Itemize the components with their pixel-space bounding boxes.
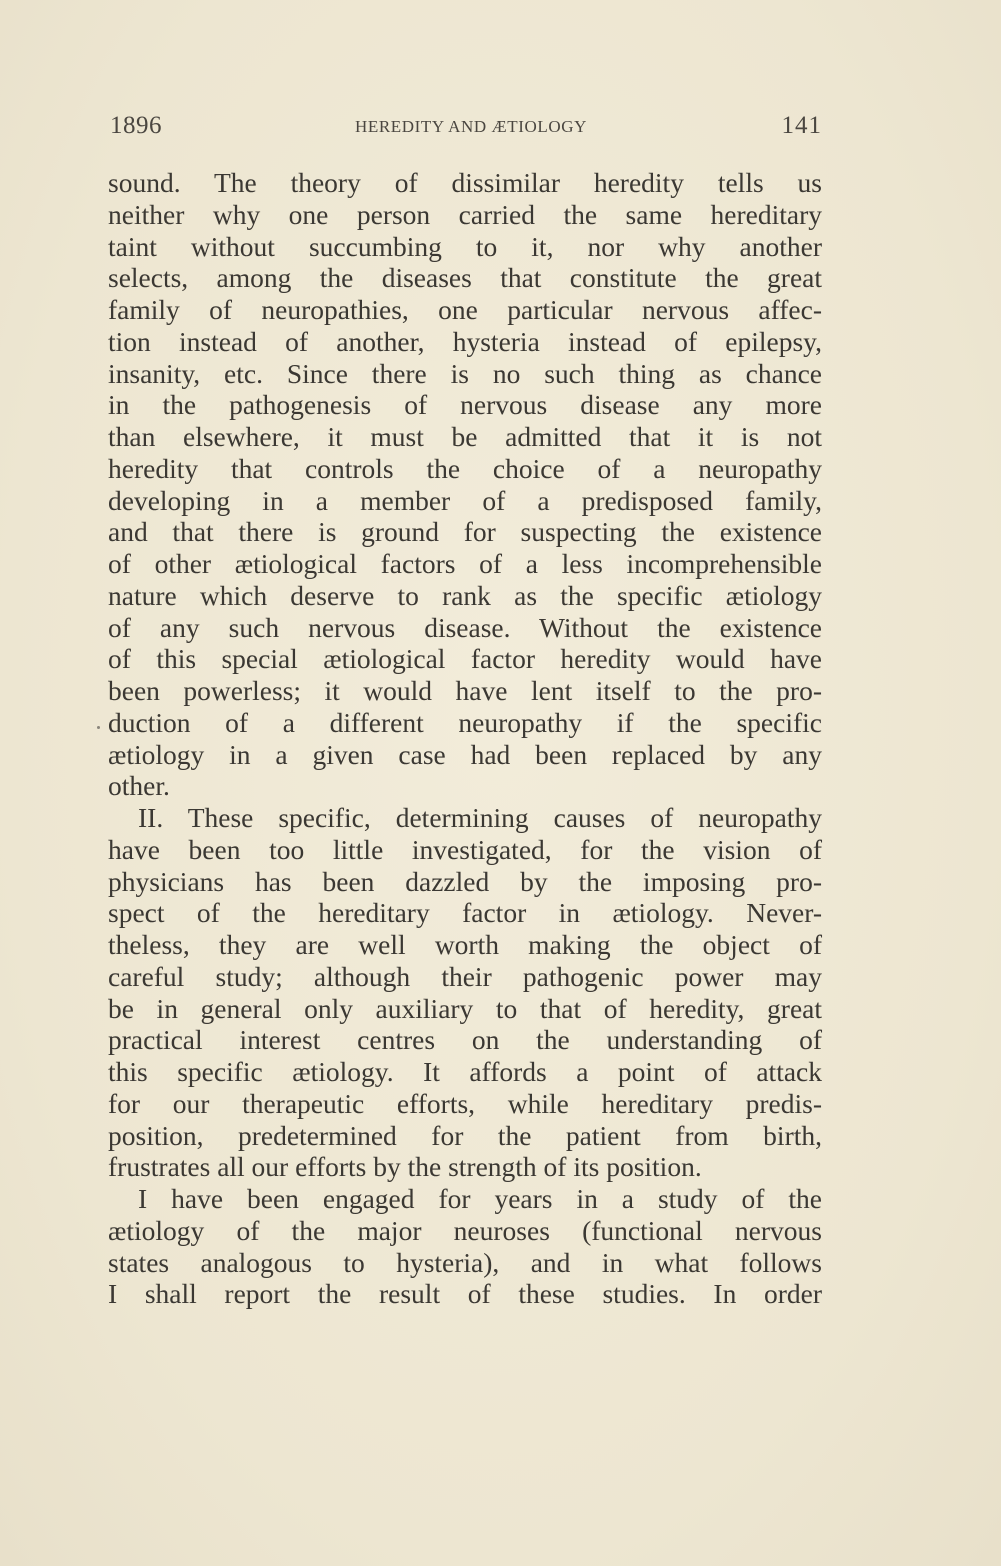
- text-line: careful study; although their pathogenic power may: [108, 960, 822, 992]
- text-line: taint without succumbing to it, nor why another: [108, 230, 822, 262]
- text-line: heredity that controls the choice of a neuropathy: [108, 452, 822, 484]
- text-line: position, predetermined for the patient from birth,: [108, 1119, 822, 1151]
- text-line: be in general only auxiliary to that of heredity, great: [108, 992, 822, 1024]
- text-line: theless, they are well worth making the object of: [108, 929, 822, 960]
- body-text: [108, 167, 822, 1310]
- text-line: and that there is ground for suspecting the existence: [108, 516, 822, 548]
- text-line: nature which deserve to rank as the specific ætiology: [108, 579, 822, 611]
- text-line: ætiology of the major neuroses (functional nervous: [108, 1214, 822, 1246]
- text-line: selects, among the diseases that constitute the great: [108, 262, 822, 294]
- text-line: insanity, etc. Since there is no such thing as chance: [108, 357, 822, 389]
- text-line: tion instead of another, hysteria instead of epilepsy,: [108, 325, 822, 357]
- text-line: been powerless; it would have lent itself to the pro-: [108, 675, 822, 706]
- text-line: practical interest centres on the understanding of: [108, 1024, 822, 1056]
- text-line: neither why one person carried the same hereditary: [108, 198, 822, 230]
- running-head-year: 1896: [110, 112, 162, 139]
- text-line: for our therapeutic efforts, while hereditary predis-: [108, 1087, 822, 1119]
- text-line: of any such nervous disease. Without the existence: [108, 611, 822, 643]
- text-line: developing in a member of a predisposed family,: [108, 484, 822, 516]
- text-line: family of neuropathies, one particular nervous affec-: [108, 294, 822, 325]
- text-line: ætiology in a given case had been replaced by any: [108, 738, 822, 770]
- text-line: of this special ætiological factor heredity would have: [108, 643, 822, 675]
- text-line: than elsewhere, it must be admitted that it is not: [108, 421, 822, 452]
- page-number: 141: [781, 112, 822, 139]
- text-line: I shall report the result of these studies. In order: [108, 1278, 822, 1310]
- text-line: in the pathogenesis of nervous disease any more: [108, 389, 822, 421]
- text-line: duction of a different neuropathy if the specific: [108, 706, 822, 738]
- text-line: physicians has been dazzled by the imposing pro-: [108, 865, 822, 897]
- text-line: spect of the hereditary factor in ætiology. Never-: [108, 897, 822, 929]
- text-line: this specific ætiology. It affords a point of attack: [108, 1056, 822, 1087]
- text-line: have been too little investigated, for the vision of: [108, 833, 822, 865]
- text-line-paragraph-start: I have been engaged for years in a study of the: [138, 1183, 822, 1214]
- text-line-paragraph-start: II. These specific, determining causes of neuropathy: [138, 802, 822, 833]
- running-head: [110, 112, 822, 142]
- running-head-title: HEREDITY AND ÆTIOLOGY: [355, 117, 587, 136]
- text-line: states analogous to hysteria), and in what follows: [108, 1246, 822, 1278]
- text-line: sound. The theory of dissimilar heredity tells us: [108, 167, 822, 198]
- text-line: of other ætiological factors of a less incomprehensible: [108, 548, 822, 579]
- text-line-paragraph-end: other.: [108, 770, 170, 802]
- text-line-paragraph-end: frustrates all our efforts by the strength of its position.: [108, 1151, 702, 1183]
- margin-dot: [97, 726, 100, 729]
